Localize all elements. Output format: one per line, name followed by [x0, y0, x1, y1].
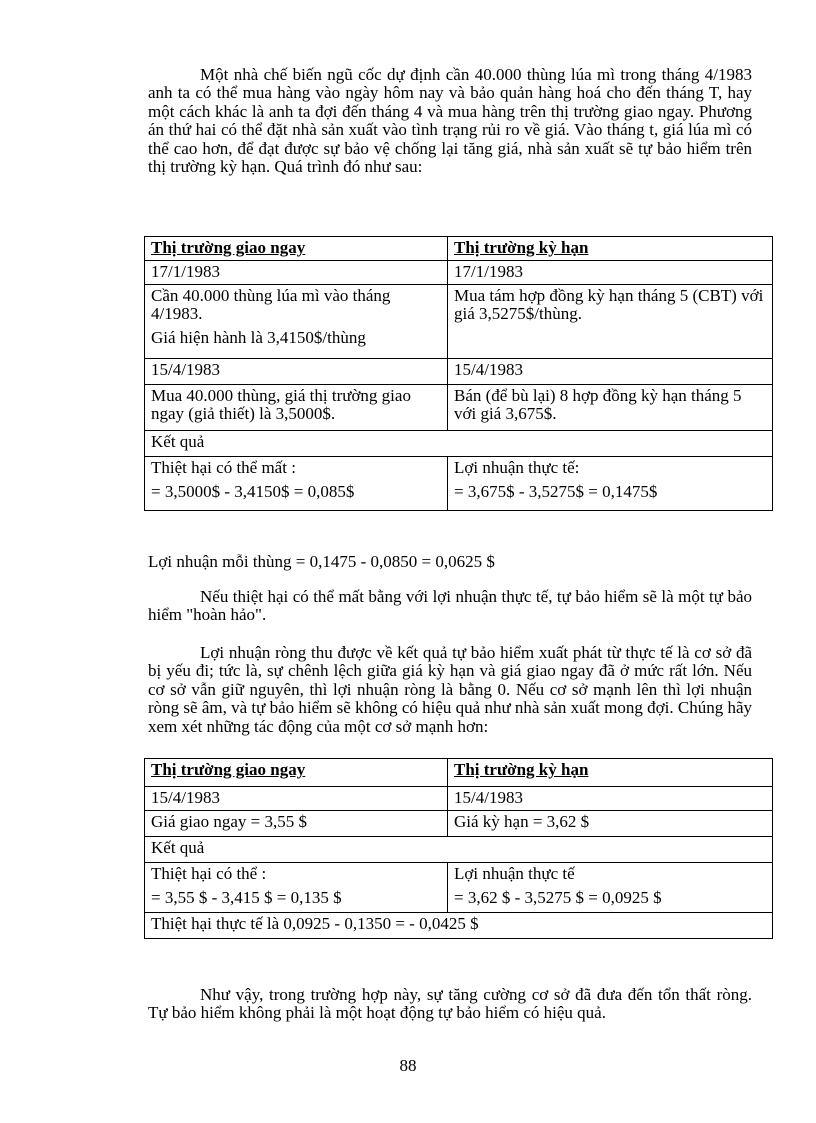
profit-per-barrel: Lợi nhuận mỗi thùng = 0,1475 - 0,0850 = 0,0625 $	[148, 552, 495, 571]
table2-result-label: Kết quả	[145, 837, 773, 863]
table2-futures-price: Giá kỳ hạn = 3,62 $	[448, 811, 773, 837]
paragraph-3: Lợi nhuận ròng thu được về kết quả tự bảo hiểm xuất phát từ thực tế là cơ sở đã bị yếu đi; tức là, sự chênh lệch giữa giá kỳ hạn và giá giao ngay đã ở mức rất lớn. Nếu cơ sở vẫn giữ nguyên, thì lợi nhuận ròng là bằng 0. Nếu cơ sở mạnh lên thì lợi nhuận ròng sẽ âm, và tự bảo hiểm sẽ không có hiệu quả như nhà sản xuất mong đợi. Chúng hãy xem xét những tác động của một cơ sở mạnh hơn:	[148, 643, 752, 736]
table1-row1-spot: Cần 40.000 thùng lúa mì vào tháng 4/1983. Giá hiện hành là 3,4150$/thùng	[145, 285, 448, 359]
page-number: 88	[399, 1056, 417, 1075]
table1-profit-cell: Lợi nhuận thực tế: = 3,675$ - 3,5275$ = 0,1475$	[448, 457, 773, 511]
table1-row1-futures: Mua tám hợp đồng kỳ hạn tháng 5 (CBT) với giá 3,5275$/thùng.	[448, 285, 773, 359]
table2-actual-loss: Thiệt hại thực tế là 0,0925 - 0,1350 = - 0,0425 $	[145, 913, 773, 939]
table1-header-spot: Thị trường giao ngay	[145, 237, 448, 261]
hedge-table-1	[144, 236, 773, 511]
table2-header-spot: Thị trường giao ngay	[145, 759, 448, 787]
table1-row2-spot: Mua 40.000 thùng, giá thị trường giao ngay (giả thiết) là 3,5000$.	[145, 385, 448, 431]
table2-loss-cell: Thiệt hại có thể : = 3,55 $ - 3,415 $ = 0,135 $	[145, 863, 448, 913]
table1-header-futures: Thị trường kỳ hạn	[448, 237, 773, 261]
table1-date1-spot: 17/1/1983	[145, 261, 448, 285]
table2-profit-cell: Lợi nhuận thực tế = 3,62 $ - 3,5275 $ = 0,0925 $	[448, 863, 773, 913]
paragraph-4: Như vậy, trong trường hợp này, sự tăng cường cơ sở đã đưa đến tổn thất ròng. Tự bảo hiểm không phải là một hoạt động tự bảo hiểm có hiệu quả.	[148, 985, 752, 1023]
table2-spot-price: Giá giao ngay = 3,55 $	[145, 811, 448, 837]
table1-date2-futures: 15/4/1983	[448, 359, 773, 385]
table1-row2-futures: Bán (để bù lại) 8 hợp đồng kỳ hạn tháng 5 với giá 3,675$.	[448, 385, 773, 431]
table1-date1-futures: 17/1/1983	[448, 261, 773, 285]
hedge-table-2	[144, 758, 773, 939]
table1-date2-spot: 15/4/1983	[145, 359, 448, 385]
intro-paragraph: Một nhà chế biến ngũ cốc dự định cần 40.000 thùng lúa mì trong tháng 4/1983 anh ta có thể mua hàng vào ngày hôm nay và bảo quản hàng hoá cho đến tháng T, hay một cách khác là anh ta đợi đến tháng 4 và mua hàng trên thị trường giao ngay. Phương án thứ hai có thể đặt nhà sản xuất vào tình trạng rủi ro về giá. Vào tháng t, giá lúa mì có thể cao hơn, để đạt được sự bảo vệ chống lại tăng giá, nhà sản xuất sẽ tự bảo hiểm trên thị trường kỳ hạn. Quá trình đó như sau:	[148, 65, 752, 177]
table2-header-futures: Thị trường kỳ hạn	[448, 759, 773, 787]
table2-date-spot: 15/4/1983	[145, 787, 448, 811]
table1-result-label: Kết quả	[145, 431, 773, 457]
paragraph-2: Nếu thiệt hại có thể mất bằng với lợi nhuận thực tế, tự bảo hiểm sẽ là một tự bảo hiểm "hoàn hảo".	[148, 587, 752, 625]
table1-loss-cell: Thiệt hại có thể mất : = 3,5000$ - 3,4150$ = 0,085$	[145, 457, 448, 511]
table2-date-futures: 15/4/1983	[448, 787, 773, 811]
